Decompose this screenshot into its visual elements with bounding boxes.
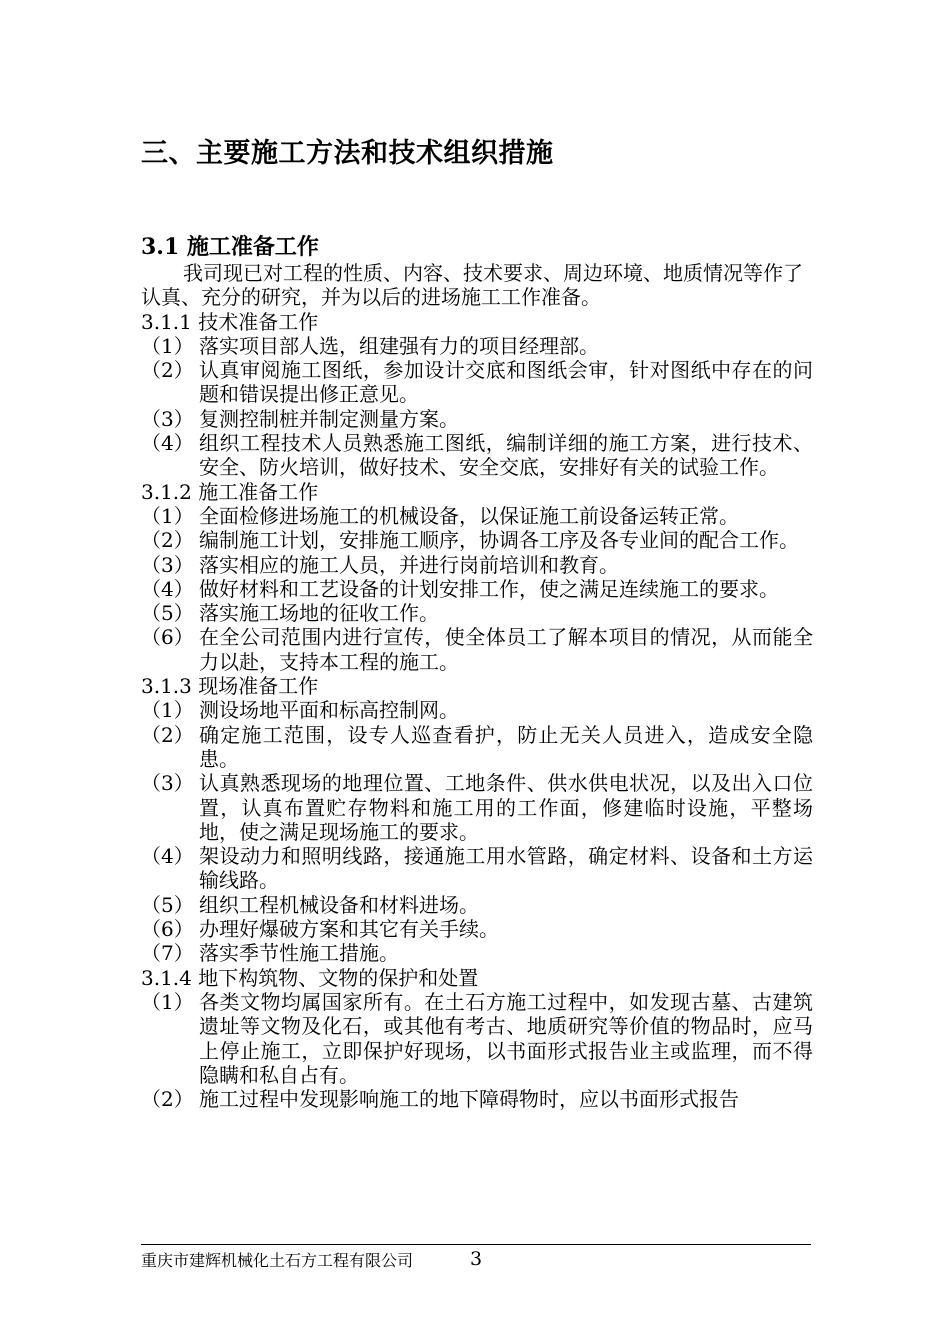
list-item-number: （2） (141, 528, 194, 553)
list-item (141, 1087, 813, 1111)
subsection-heading: 3.1.1 技术准备工作 (141, 309, 319, 334)
list-item (141, 893, 813, 917)
list-item-number: （3） (141, 406, 194, 431)
list-item-text: 认真熟悉现场的地理位置、工地条件、供水供电状况，以及出入口位置，认真布置贮存物料和施工用的工作面，修建临时设施，平整场地，使之满足现场施工的要求。 (199, 771, 813, 844)
list-item (141, 528, 813, 552)
list-item-text: 落实相应的施工人员，并进行岗前培训和教育。 (199, 552, 619, 577)
list-item (141, 990, 813, 1087)
list-item (141, 917, 813, 941)
subsection-heading: 3.1.2 施工准备工作 (141, 479, 319, 504)
list-item (141, 431, 813, 480)
list-item-text: 在全公司范围内进行宣传，使全体员工了解本项目的情况，从而能全力以赴，支持本工程的施工。 (199, 625, 813, 674)
list-item (141, 358, 813, 407)
list-item (141, 941, 813, 965)
list-item-number: （5） (141, 601, 194, 626)
list-item-number: （1） (141, 333, 194, 358)
list-item-number: （1） (141, 503, 194, 528)
list-item-number: （3） (141, 552, 194, 577)
footer-divider (141, 1244, 811, 1245)
page-number: 3 (470, 1248, 483, 1270)
list-item-number: （6） (141, 917, 194, 942)
list-item-text: 编制施工计划，安排施工顺序，协调各工序及各专业间的配合工作。 (199, 528, 799, 553)
list-item-text: 落实项目部人选，组建强有力的项目经理部。 (199, 333, 599, 358)
list-item-text: 落实季节性施工措施。 (199, 941, 399, 966)
list-item-number: （2） (141, 358, 194, 383)
list-item-text: 确定施工范围，设专人巡查看护，防止无关人员进入，造成安全隐患。 (199, 722, 813, 771)
section-title: 3.1 施工准备工作 (141, 234, 319, 260)
list-item-number: （4） (141, 576, 194, 601)
list-item (141, 577, 813, 601)
list-item (141, 334, 813, 358)
subsection-heading: 3.1.3 现场准备工作 (141, 674, 319, 699)
list-item-text: 做好材料和工艺设备的计划安排工作，使之满足连续施工的要求。 (199, 576, 779, 601)
list-item (141, 504, 813, 528)
list-item-text: 组织工程机械设备和材料进场。 (199, 892, 479, 917)
list-item (141, 771, 813, 844)
list-item-number: （4） (141, 431, 194, 456)
list-item (141, 844, 813, 893)
list-item-number: （7） (141, 941, 194, 966)
list-item-number: （1） (141, 698, 194, 723)
list-item-number: （4） (141, 844, 194, 869)
footer-company: 重庆市建辉机械化土石方工程有限公司 (141, 1251, 414, 1270)
list-item-number: （2） (141, 1087, 194, 1112)
list-item-text: 施工过程中发现影响施工的地下障碍物时，应以书面形式报告 (199, 1087, 739, 1112)
list-item (141, 698, 813, 722)
list-item (141, 553, 813, 577)
list-item-text: 落实施工场地的征收工作。 (199, 601, 439, 626)
list-item (141, 723, 813, 772)
list-item (141, 625, 813, 674)
document-body (141, 234, 813, 1111)
list-item-text: 组织工程技术人员熟悉施工图纸，编制详细的施工方案，进行技术、安全、防火培训，做好技术、安全交底，安排好有关的试验工作。 (199, 431, 813, 480)
list-item (141, 407, 813, 431)
intro-paragraph: 我司现已对工程的性质、内容、技术要求、周边环境、地质情况等作了认真、充分的研究，并为以后的进场施工工作准备。 (141, 261, 803, 310)
list-item-number: （2） (141, 722, 194, 747)
list-item-text: 办理好爆破方案和其它有关手续。 (199, 917, 499, 942)
list-item-text: 全面检修进场施工的机械设备，以保证施工前设备运转正常。 (199, 503, 739, 528)
list-item-number: （1） (141, 989, 194, 1014)
list-item-text: 测设场地平面和标高控制网。 (199, 698, 459, 723)
subsections-container (141, 310, 813, 1112)
list-item-text: 各类文物均属国家所有。在土石方施工过程中，如发现古墓、古建筑遗址等文物及化石，或其他有考古、地质研究等价值的物品时，应马上停止施工，立即保护好现场，以书面形式报告业主或监理，而不得隐瞒和私自占有。 (199, 989, 813, 1087)
list-item-number: （5） (141, 892, 194, 917)
list-item-text: 认真审阅施工图纸，参加设计交底和图纸会审，针对图纸中存在的问题和错误提出修正意见。 (199, 358, 813, 407)
chapter-title: 三、主要施工方法和技术组织措施 (141, 138, 554, 169)
subsection-heading: 3.1.4 地下构筑物、文物的保护和处置 (141, 965, 479, 990)
list-item-text: 架设动力和照明线路，接通施工用水管路，确定材料、设备和土方运输线路。 (199, 844, 813, 893)
list-item (141, 601, 813, 625)
list-item-number: （3） (141, 771, 194, 796)
list-item-text: 复测控制桩并制定测量方案。 (199, 406, 459, 431)
list-item-number: （6） (141, 625, 194, 650)
